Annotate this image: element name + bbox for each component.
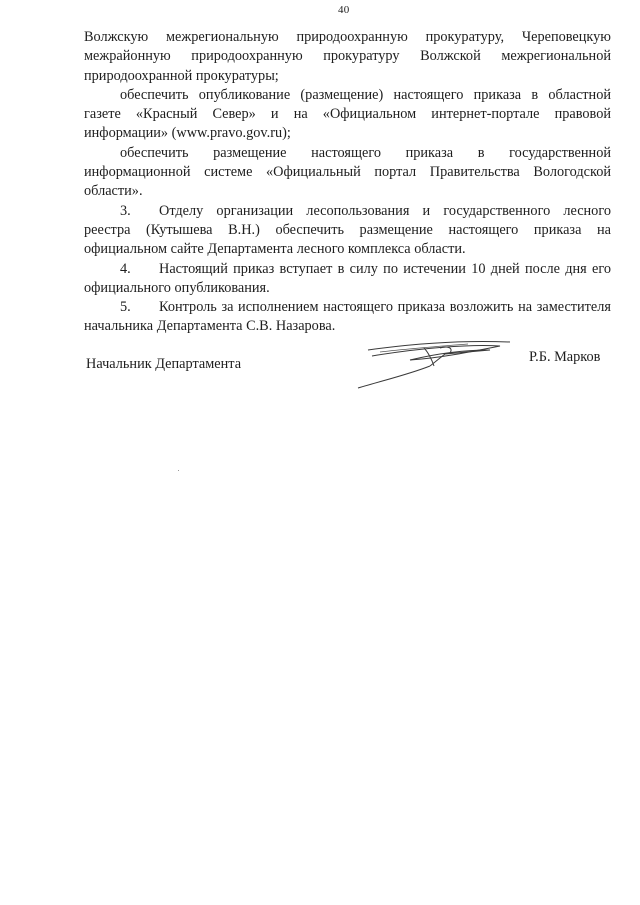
handwritten-signature xyxy=(350,330,520,392)
paragraph-text: обеспечить опубликование (размещение) настоящего приказа в областной газете «Красный Север» и на «Официальном интернет-портале правовой информации» (www.pravo.gov.ru); xyxy=(84,86,611,142)
paragraph-text: Настоящий приказ вступает в силу по истечении 10 дней после дня его официального опубликования. xyxy=(84,260,611,296)
paragraph-text: Отделу организации лесопользования и государственного лесного реестра (Кутышева В.Н.) обеспечить размещение настоящего приказа на официальном сайте Департамента лесного комплекса области. xyxy=(84,202,611,258)
item-number: 5. xyxy=(120,299,131,316)
paragraph-text: Волжскую межрегиональную природоохранную прокуратуру, Череповецкую межрайонную природоохранную прокуратуру Волжской межрегиональной природоохранной прокуратуры; xyxy=(84,29,611,84)
document-body xyxy=(84,28,611,337)
paragraph xyxy=(84,86,611,144)
paragraph xyxy=(84,260,611,299)
paragraph-text: Контроль за исполнением настоящего приказа возложить на заместителя начальника Департамента С.В. Назарова. xyxy=(84,299,611,335)
item-number: 4. xyxy=(120,260,131,277)
paragraph xyxy=(84,28,611,86)
paragraph xyxy=(84,144,611,202)
item-number: 3. xyxy=(120,202,131,219)
scan-speck xyxy=(178,470,179,471)
paragraph xyxy=(84,202,611,260)
paragraph-text: обеспечить размещение настоящего приказа в государственной информационной системе «Официальный портал Правительства Вологодской области». xyxy=(84,144,611,200)
signatory-position: Начальник Департамента xyxy=(86,356,242,372)
page-number: 40 xyxy=(338,4,350,16)
signatory-name: Р.Б. Марков xyxy=(529,349,601,365)
paragraph xyxy=(84,298,611,337)
